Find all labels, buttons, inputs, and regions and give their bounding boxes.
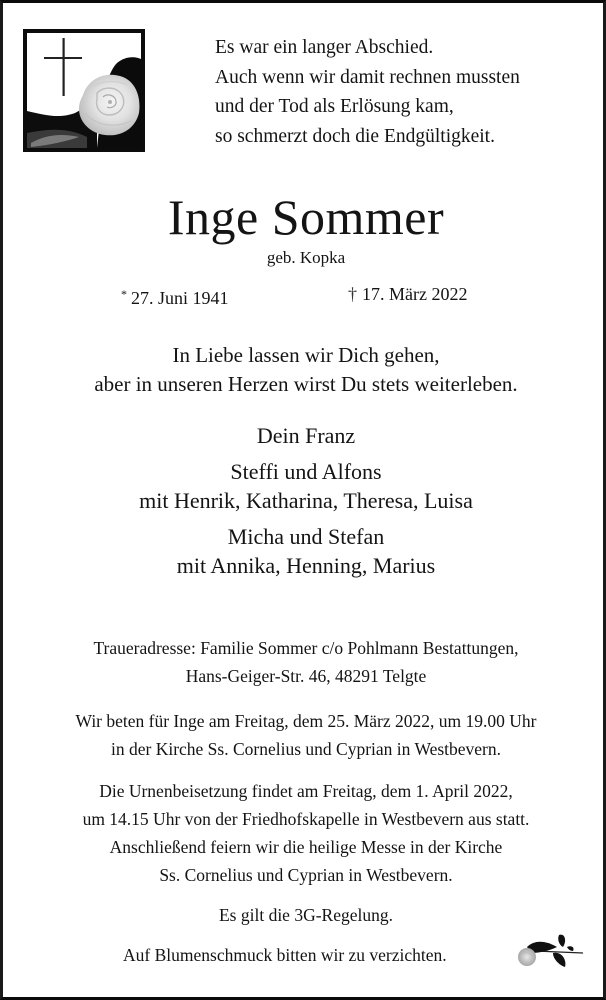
quote-line: In Liebe lassen wir Dich gehen, (172, 343, 440, 367)
family-line: mit Henrik, Katharina, Theresa, Luisa (139, 488, 473, 513)
death-date (348, 283, 467, 305)
flowers-note-text: Auf Blumenschmuck bitten wir zu verzichten. (123, 945, 447, 965)
farewell-quote (3, 341, 606, 398)
family-group-child-2 (3, 522, 606, 580)
poem-line: Es war ein langer Abschied. (215, 37, 434, 58)
prayer-line: Wir beten für Inge am Freitag, dem 25. März 2022, um 19.00 Uhr (75, 711, 537, 731)
rose-icon (513, 931, 585, 971)
burial-line: um 14.15 Uhr von der Friedhofskapelle in Westbevern aus statt. (82, 809, 530, 829)
address-line: Traueradresse: Familie Sommer c/o Pohlmann Bestattungen, (93, 638, 519, 658)
prayer-service (3, 707, 606, 763)
birth-date (121, 283, 229, 309)
burial-info (3, 777, 606, 889)
family-line: Micha und Stefan (227, 524, 385, 549)
family-line: Dein Franz (256, 423, 356, 448)
cross-and-rose-icon (27, 33, 141, 148)
family-group-child-1 (3, 457, 606, 515)
poem-line: so schmerzt doch die Endgültigkeit. (215, 125, 495, 147)
maiden-name: geb. Kopka (266, 248, 346, 267)
covid-rule: Es gilt die 3G-Regelung. (218, 905, 393, 925)
cross-rose-photo (23, 29, 145, 152)
death-date-text: 17. März 2022 (362, 284, 468, 304)
family-line: mit Annika, Henning, Marius (176, 553, 436, 578)
family-group-spouse (3, 421, 606, 450)
poem-line: Auch wenn wir damit rechnen mussten (215, 66, 520, 88)
poem-line: und der Tod als Erlösung kam, (215, 96, 454, 118)
mourning-address (3, 634, 606, 690)
birth-date-text: 27. Juni 1941 (131, 288, 229, 308)
quote-line: aber in unseren Herzen wirst Du stets weiterleben. (94, 371, 518, 396)
death-cross-icon: † (348, 284, 357, 304)
deceased-name: Inge Sommer (167, 189, 445, 245)
address-line: Hans-Geiger-Str. 46, 48291 Telgte (185, 666, 427, 686)
birth-star-icon: * (121, 287, 127, 301)
family-line: Steffi und Alfons (230, 459, 382, 484)
poem (215, 33, 520, 151)
burial-line: Ss. Cornelius und Cyprian in Westbevern. (159, 865, 453, 885)
burial-line: Die Urnenbeisetzung findet am Freitag, dem 1. April 2022, (99, 781, 513, 801)
prayer-line: in der Kirche Ss. Cornelius und Cyprian in Westbevern. (110, 739, 501, 759)
burial-line: Anschließend feiern wir die heilige Messe in der Kirche (109, 837, 503, 857)
